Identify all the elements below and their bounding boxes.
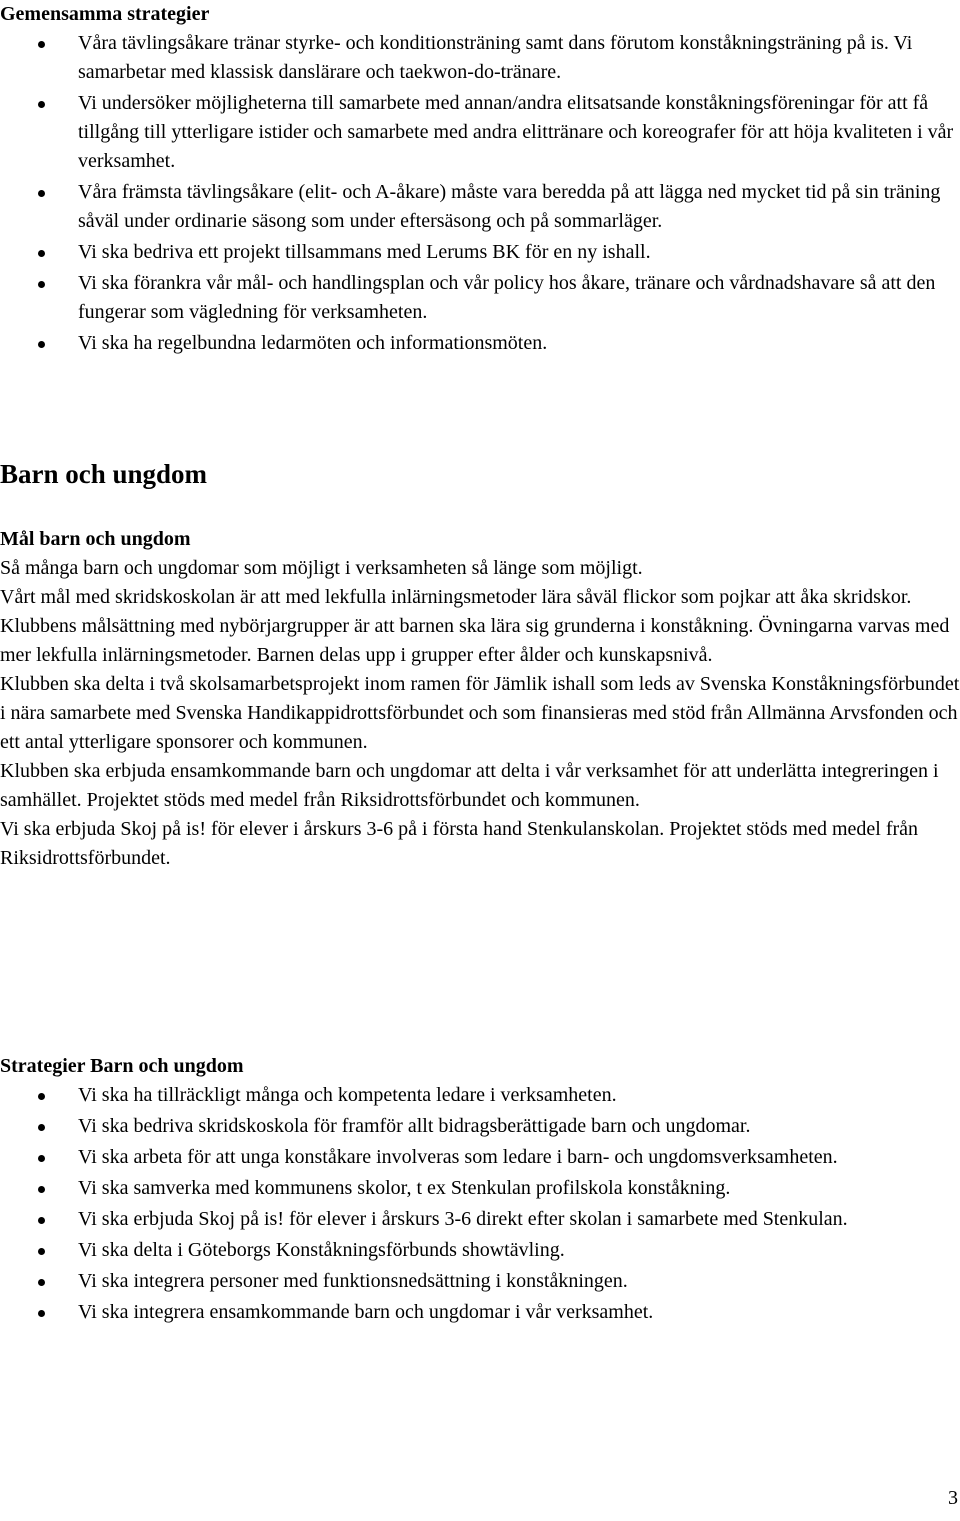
- paragraph: Klubben ska erbjuda ensamkommande barn och ungdomar att delta i vår verksamhet för att underlätta integreringen i samhället. Projektet stöds med medel från Riksidrottsförbundet och kommunen.: [0, 760, 939, 811]
- bullet-icon: [38, 190, 45, 197]
- list-item: [0, 1267, 960, 1296]
- section-youth-strategies: [0, 1052, 960, 1329]
- list-item-text: Vi undersöker möjligheterna till samarbete med annan/andra elitsatsande konståkningsföreningar för att få tillgång till ytterligare istider och samarbete med andra elittränare och koreografer för att höja kvaliteten i vår verksamhet.: [78, 92, 954, 172]
- bullet-icon: [38, 1093, 45, 1100]
- section-common-strategies: [0, 0, 960, 360]
- list-item-text: Våra tävlingsåkare tränar styrke- och konditionsträning samt dans förutom konståkningsträning på is. Vi samarbetar med klassisk danslärare och taekwon-do-tränare.: [78, 32, 913, 83]
- bullet-icon: [38, 1124, 45, 1131]
- bullet-icon: [38, 281, 45, 288]
- list-item: [0, 1081, 960, 1110]
- list-item: [0, 178, 960, 236]
- list-item: [0, 1143, 960, 1172]
- list-item-text: Vi ska ha tillräckligt många och kompetenta ledare i verksamheten.: [78, 1084, 617, 1106]
- list-item-text: Vi ska integrera ensamkommande barn och ungdomar i vår verksamhet.: [78, 1301, 654, 1323]
- list-item-text: Vi ska förankra vår mål- och handlingsplan och vår policy hos åkare, tränare och vårdnadshavare så att den fungerar som vägledning för verksamheten.: [78, 272, 936, 323]
- bullet-icon: [38, 101, 45, 108]
- section-goals: [0, 525, 960, 873]
- paragraph: Så många barn och ungdomar som möjligt i verksamheten så länge som möjligt.: [0, 557, 643, 579]
- list-item: [0, 89, 960, 176]
- bullet-icon: [38, 250, 45, 257]
- list-item: [0, 1236, 960, 1265]
- bullet-icon: [38, 41, 45, 48]
- bullet-icon: [38, 1248, 45, 1255]
- list-item: [0, 1205, 960, 1234]
- paragraph: Klubben ska delta i två skolsamarbetsprojekt inom ramen för Jämlik ishall som leds av Svenska Konståkningsförbundet i nära samarbete med Svenska Handikappidrottsförbundet och som finansieras med stöd från Allmänna Arvsfonden och ett antal ytterligare sponsorer och kommunen.: [0, 673, 960, 753]
- bullet-icon: [38, 1155, 45, 1162]
- list-item-text: Våra främsta tävlingsåkare (elit- och A-åkare) måste vara beredda på att lägga ned mycket tid på sin träning såväl under ordinarie säsong som under eftersäsong och på sommarläger.: [78, 181, 941, 232]
- list-item: [0, 29, 960, 87]
- list-item-text: Vi ska delta i Göteborgs Konståkningsförbunds showtävling.: [78, 1239, 565, 1261]
- bullet-icon: [38, 1279, 45, 1286]
- paragraph: Vårt mål med skridskoskolan är att med lekfulla inlärningsmetoder lära såväl flickor som pojkar att åka skridskor.: [0, 586, 912, 608]
- bullet-list: [0, 1081, 960, 1327]
- list-item-text: Vi ska samverka med kommunens skolor, t ex Stenkulan profilskola konståkning.: [78, 1177, 731, 1199]
- chapter-block: [0, 456, 960, 492]
- list-item: [0, 1112, 960, 1141]
- page-number: 3: [948, 1487, 958, 1509]
- list-item: [0, 269, 960, 327]
- section-heading: Mål barn och ungdom: [0, 528, 191, 550]
- list-item-text: Vi ska ha regelbundna ledarmöten och informationsmöten.: [78, 332, 548, 354]
- list-item-text: Vi ska bedriva skridskoskola för framför allt bidragsberättigade barn och ungdomar.: [78, 1115, 751, 1137]
- paragraph: Klubbens målsättning med nybörjargrupper är att barnen ska lära sig grunderna i konståkning. Övningarna varvas med mer lekfulla inlärningsmetoder. Barnen delas upp i grupper efter ålder och kunskapsnivå.: [0, 615, 950, 666]
- list-item-text: Vi ska erbjuda Skoj på is! för elever i årskurs 3-6 direkt efter skolan i samarbete med Stenkulan.: [78, 1208, 848, 1230]
- section-heading: Strategier Barn och ungdom: [0, 1055, 244, 1077]
- list-item: [0, 1174, 960, 1203]
- list-item-text: Vi ska integrera personer med funktionsnedsättning i konståkningen.: [78, 1270, 628, 1292]
- bullet-icon: [38, 341, 45, 348]
- section-heading: Gemensamma strategier: [0, 3, 210, 25]
- list-item-text: Vi ska arbeta för att unga konståkare involveras som ledare i barn- och ungdomsverksamheten.: [78, 1146, 838, 1168]
- bullet-icon: [38, 1217, 45, 1224]
- chapter-title: Barn och ungdom: [0, 459, 208, 489]
- list-item: [0, 238, 960, 267]
- list-item: [0, 329, 960, 358]
- bullet-icon: [38, 1186, 45, 1193]
- list-item-text: Vi ska bedriva ett projekt tillsammans med Lerums BK för en ny ishall.: [78, 241, 651, 263]
- list-item: [0, 1298, 960, 1327]
- bullet-icon: [38, 1310, 45, 1317]
- bullet-list: [0, 29, 960, 358]
- paragraph: Vi ska erbjuda Skoj på is! för elever i årskurs 3-6 på i första hand Stenkulanskolan. Projektet stöds med medel från Riksidrottsförbundet.: [0, 818, 919, 869]
